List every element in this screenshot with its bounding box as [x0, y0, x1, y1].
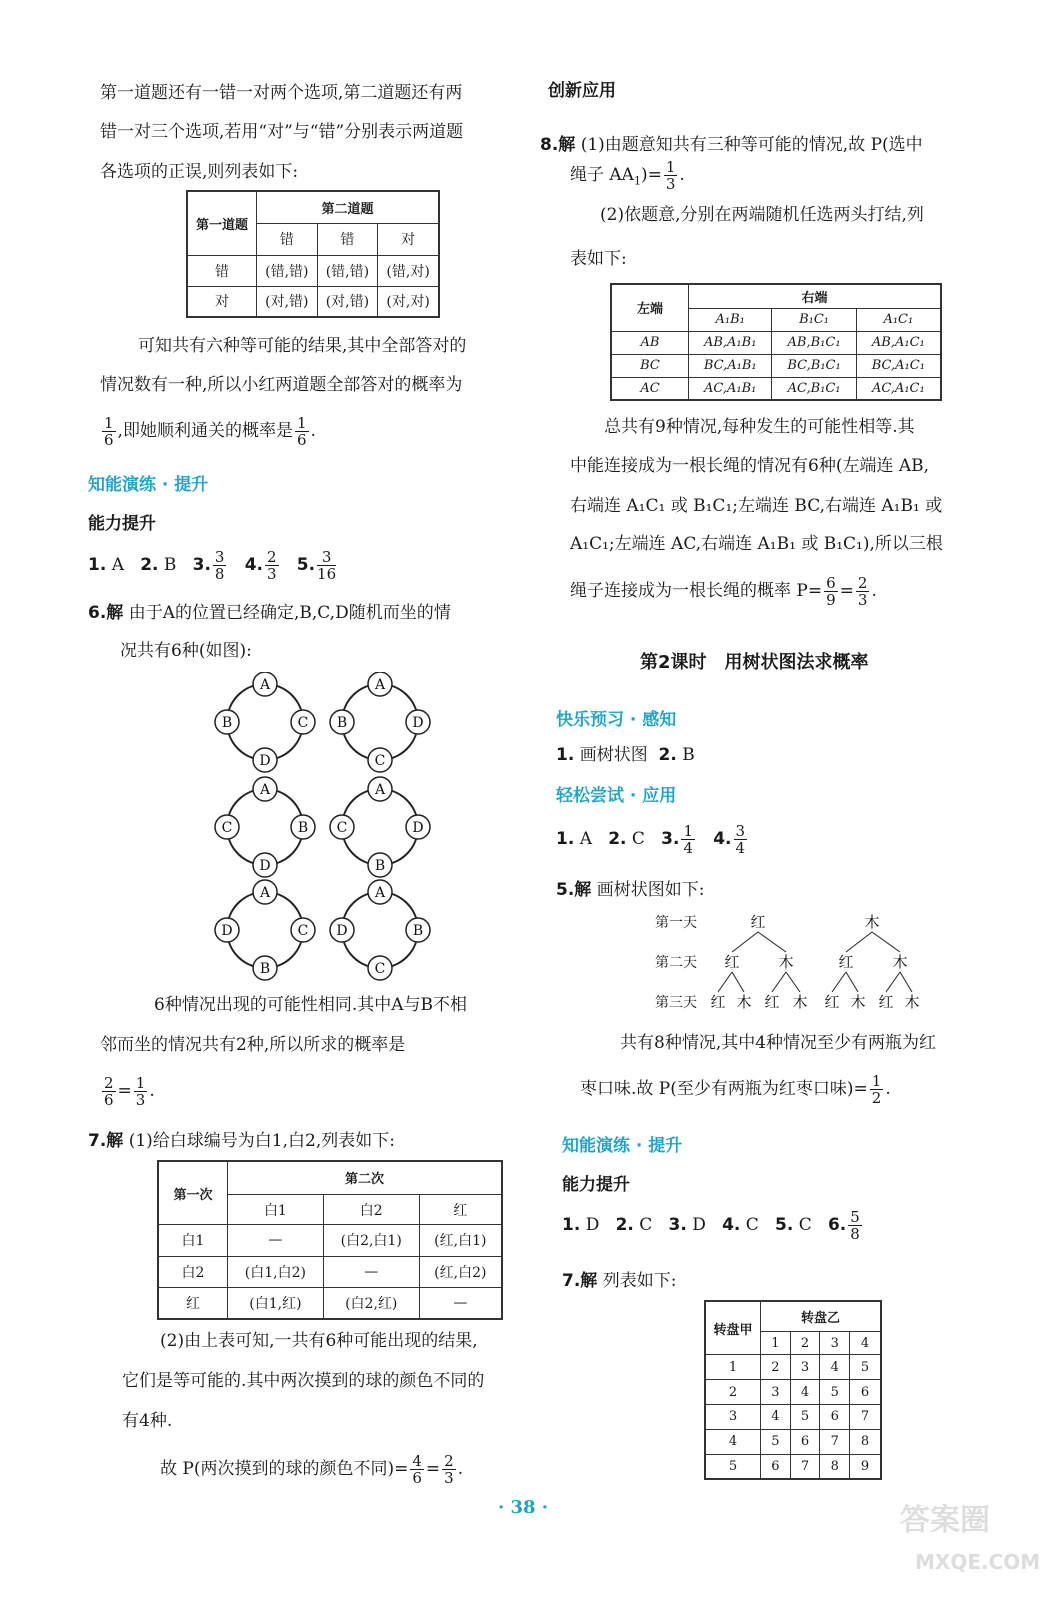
seat-label: B [221, 715, 233, 731]
q8-line-2: 绳子 $AA_1)=$ $\frac{1}{3}$ . [570, 158, 685, 193]
tree-node: 木 [792, 993, 808, 1011]
q7-part2-line-2: 它们是等可能的.其中两次摸到的球的颜色不同的 [122, 1371, 485, 1391]
seat-label: C [374, 961, 386, 977]
table2-group-header: 第二次 [228, 1161, 503, 1194]
tree-branch [758, 932, 786, 952]
seat-label: A [374, 885, 386, 901]
q8-part2-line-1: (2)依题意,分别在两端随机任选两头打结,列 [600, 205, 924, 225]
tree-diagram [640, 905, 940, 1030]
q8-after-line-4: A₁C₁;左端连 AC,右端连 A₁B₁ 或 B₁C₁),所以三根 [570, 534, 943, 554]
conclusion-line-1: 可知共有六种等可能的结果,其中全部答对的 [138, 336, 467, 356]
page-number: · 38 · [497, 1497, 549, 1518]
table2-cell: (白2,白1) [323, 1225, 419, 1256]
table1-col: 错 [317, 223, 378, 255]
tree-day-label: 第二天 [655, 955, 697, 971]
table4-col: 2 [790, 1331, 820, 1355]
q8-line-1: 8.解 (1)由题意知共有三种等可能的情况,故 P(选中 [540, 135, 923, 155]
try-answers: 1. A 2. C 3. $\frac{1}{4}$ 4. $\frac{3}{4}$ [556, 822, 746, 857]
table3-cell: AB,B₁C₁ [772, 331, 856, 354]
table4-corner: 转盘甲 [705, 1301, 761, 1355]
table4-cell: 6 [761, 1454, 791, 1479]
table4-col: 3 [820, 1331, 850, 1355]
seating-circle [330, 777, 430, 877]
table1-cell: (错,错) [257, 255, 318, 286]
q5-line: 5.解 画树状图如下: [556, 880, 705, 900]
seating-circle [215, 672, 315, 772]
seating-circle [215, 880, 315, 980]
table4-col: 1 [761, 1331, 791, 1355]
table-ball-draws [157, 1160, 503, 1320]
subsection-title-ability: 能力提升 [88, 514, 156, 534]
seat-label: D [412, 715, 424, 731]
table4-cell: 4 [761, 1405, 791, 1430]
table2-row-label: 白2 [158, 1256, 228, 1287]
table4-cell: 7 [790, 1454, 820, 1479]
table3-row-label: AB [611, 331, 689, 354]
tree-branch [846, 932, 872, 952]
table4-group-header: 转盘乙 [761, 1301, 882, 1331]
table-rope-ends [610, 283, 942, 401]
table1-cell: (对,对) [378, 286, 439, 317]
tree-node: 红 [838, 953, 854, 971]
q8-after-line-1: 总共有9种情况,每种发生的可能性相等.其 [604, 417, 915, 437]
tree-branch [872, 932, 900, 952]
tree-branch [732, 932, 758, 952]
watermark-logo: 答案圈 [900, 1503, 990, 1538]
seat-label: C [221, 820, 233, 836]
table4-cell: 5 [820, 1380, 850, 1405]
table1-col: 对 [378, 223, 439, 255]
fraction: $\frac{1}{6}$ [104, 414, 114, 449]
answers-row: 1. A 2. B 3. $\frac{3}{8}$ 4. $\frac{2}{3}$ 5. $\frac{3}{16}$ [88, 548, 337, 583]
table4-cell: 4 [820, 1355, 850, 1380]
q5-after-line-1: 共有8种情况,其中4种情况至少有两瓶为红 [620, 1033, 937, 1053]
table4-cell: 7 [850, 1405, 881, 1430]
table2-cell: — [323, 1256, 419, 1287]
tree-branch [900, 972, 912, 992]
table-spinners [704, 1300, 882, 1480]
tree-branch [718, 972, 732, 992]
table4-cell: 7 [820, 1429, 850, 1454]
fraction: $\frac{1}{6}$ [296, 414, 307, 449]
table4-cell: 8 [850, 1429, 881, 1454]
seat-label: B [336, 715, 348, 731]
table3-row-label: AC [611, 377, 689, 400]
tree-node: 木 [736, 993, 752, 1011]
table1-group-header: 第二道题 [257, 191, 440, 223]
table3-row-label: BC [611, 354, 689, 377]
tree-node: 红 [764, 993, 780, 1011]
table4-row-label: 1 [705, 1355, 761, 1380]
table2-col: 白1 [228, 1194, 324, 1224]
seating-circle [215, 777, 315, 877]
tree-node: 红 [878, 993, 894, 1011]
table3-cell: BC,A₁C₁ [856, 354, 941, 377]
table2-cell: (红,白1) [419, 1225, 502, 1256]
table1-row-label: 错 [187, 255, 257, 286]
table4-cell: 6 [850, 1380, 881, 1405]
table1-cell: (对,错) [317, 286, 378, 317]
seat-label: D [336, 923, 348, 939]
q8-last-line: 绳子连接成为一根长绳的概率 P= $\frac{6}{9}$ = $\frac{2}{3}$ . [570, 574, 877, 609]
table2-cell: (白2,红) [323, 1288, 419, 1319]
table4-row-label: 5 [705, 1454, 761, 1479]
table2-cell: — [228, 1225, 324, 1256]
tree-node: 木 [904, 993, 920, 1011]
seat-label: B [297, 820, 309, 836]
table2-corner: 第一次 [158, 1161, 228, 1225]
seating-circles-diagram [200, 672, 450, 982]
table2-cell: — [419, 1288, 502, 1319]
table3-col: A₁B₁ [689, 308, 772, 331]
table4-cell: 2 [761, 1355, 791, 1380]
table-first-second-question [186, 190, 440, 318]
table3-group-header: 右端 [689, 284, 942, 308]
table2-cell: (白1,红) [228, 1288, 324, 1319]
q6-after-line-1: 6种情况出现的可能性相同.其中A与B不相 [154, 995, 467, 1015]
section-title-try: 轻松尝试 · 应用 [556, 786, 677, 806]
table4-cell: 5 [850, 1355, 881, 1380]
practice-answers: 1. D 2. C 3. D 4. C 5. C 6. $\frac{5}{8}$ [562, 1208, 860, 1243]
table3-cell: AB,A₁C₁ [856, 331, 941, 354]
table4-cell: 6 [790, 1429, 820, 1454]
table2-row-label: 白1 [158, 1225, 228, 1256]
q5-after-line-2: 枣口味.故 P(至少有两瓶为红枣口味)= $\frac{1}{2}$ . [580, 1072, 891, 1107]
tree-branch [832, 972, 846, 992]
tree-node: 红 [724, 953, 740, 971]
table3-cell: BC,A₁B₁ [689, 354, 772, 377]
seat-label: D [412, 820, 424, 836]
seat-label: D [221, 923, 233, 939]
seat-label: B [259, 961, 271, 977]
seat-label: C [336, 820, 348, 836]
q7-part2-line-1: (2)由上表可知,一共有6种可能出现的结果, [160, 1331, 478, 1351]
table1-cell: (对,错) [257, 286, 318, 317]
table3-corner: 左端 [611, 284, 689, 331]
conclusion-line-2: 情况数有一种,所以小红两道题全部答对的概率为 [100, 375, 463, 395]
table4-row-label: 3 [705, 1405, 761, 1430]
subsection-ability-2: 能力提升 [562, 1175, 630, 1195]
seat-label: A [259, 677, 271, 693]
table3-cell: BC,B₁C₁ [772, 354, 856, 377]
q8-part2-line-2: 表如下: [570, 249, 627, 269]
table4-cell: 5 [761, 1429, 791, 1454]
q8-after-line-3: 右端连 A₁C₁ 或 B₁C₁;左端连 BC,右端连 A₁B₁ 或 [570, 496, 943, 516]
q7-final: 故 P(两次摸到的球的颜色不同)= $\frac{4}{6}$ = $\frac{2}{3}$ . [160, 1452, 464, 1487]
seat-label: A [374, 782, 386, 798]
table4-cell: 3 [790, 1355, 820, 1380]
seat-label: A [259, 782, 271, 798]
table2-row-label: 红 [158, 1288, 228, 1319]
table3-cell: AB,A₁B₁ [689, 331, 772, 354]
tree-node: 木 [850, 993, 866, 1011]
table1-row-label: 对 [187, 286, 257, 317]
table2-col: 红 [419, 1194, 502, 1224]
table1-cell: (错,对) [378, 255, 439, 286]
table4-row-label: 2 [705, 1380, 761, 1405]
table2-col: 白2 [323, 1194, 419, 1224]
table4-cell: 6 [820, 1405, 850, 1430]
intro-line-1: 第一道题还有一错一对两个选项,第二道题还有两 [100, 83, 463, 103]
table2-cell: (白1,白2) [228, 1256, 324, 1287]
tree-node: 红 [710, 993, 726, 1011]
conclusion-line-3: $\frac{1}{6}$ ,即她顺利通关的概率是 $\frac{1}{6}$ . [104, 414, 316, 449]
table1-col: 错 [257, 223, 318, 255]
watermark-url: MXQE.COM [915, 1550, 1041, 1574]
q7-part2-line-3: 有4种. [122, 1411, 173, 1431]
q8-after-line-2: 中能连接成为一根长绳的情况有6种(左端连 AB, [570, 456, 930, 476]
q7-right-line: 7.解 列表如下: [562, 1271, 677, 1291]
tree-day-label: 第一天 [655, 915, 697, 931]
table3-cell: AC,A₁C₁ [856, 377, 941, 400]
tree-branch [886, 972, 900, 992]
section-title-preview: 快乐预习 · 感知 [556, 710, 677, 730]
table2-cell: (红,白2) [419, 1256, 502, 1287]
table3-cell: AC,A₁B₁ [689, 377, 772, 400]
seating-circle [330, 672, 430, 772]
table4-col: 4 [850, 1331, 881, 1355]
seat-label: D [259, 753, 271, 769]
table1-cell: (错,错) [317, 255, 378, 286]
seat-label: C [374, 753, 386, 769]
intro-line-2: 错一对三个选项,若用“对”与“错”分别表示两道题 [100, 122, 464, 142]
tree-day-label: 第三天 [655, 995, 697, 1011]
preview-answers: 1. 画树状图 2. B [556, 745, 695, 765]
seat-label: B [412, 923, 424, 939]
table4-cell: 8 [820, 1454, 850, 1479]
seat-label: C [297, 715, 309, 731]
tree-node: 木 [864, 913, 880, 931]
table4-cell: 4 [790, 1380, 820, 1405]
seat-label: D [259, 858, 271, 874]
table4-cell: 9 [850, 1454, 881, 1479]
intro-line-3: 各选项的正误,则列表如下: [100, 162, 299, 182]
tree-node: 红 [824, 993, 840, 1011]
q6-line-1: 6.解 由于A的位置已经确定,B,C,D随机而坐的情 [88, 603, 451, 623]
q6-result: $\frac{2}{6}$ = $\frac{1}{3}$ . [104, 1074, 155, 1109]
table3-col: B₁C₁ [772, 308, 856, 331]
table4-row-label: 4 [705, 1429, 761, 1454]
seat-label: C [297, 923, 309, 939]
table3-col: A₁C₁ [856, 308, 941, 331]
seat-label: A [374, 677, 386, 693]
tree-branch [786, 972, 800, 992]
table4-cell: 3 [761, 1380, 791, 1405]
section-title-practice-2: 知能演练 · 提升 [562, 1136, 683, 1156]
section-title-practice: 知能演练 · 提升 [88, 475, 209, 495]
tree-branch [846, 972, 858, 992]
seating-circle [330, 880, 430, 980]
tree-branch [772, 972, 786, 992]
table1-corner: 第一道题 [187, 191, 257, 255]
tree-node: 红 [750, 913, 766, 931]
q6-line-2: 况共有6种(如图): [120, 641, 252, 661]
seat-label: B [374, 858, 386, 874]
tree-branch [732, 972, 744, 992]
seat-label: A [259, 885, 271, 901]
lesson-title: 第2课时 用树状图法求概率 [640, 652, 869, 673]
table4-cell: 5 [790, 1405, 820, 1430]
section-title-innovation: 创新应用 [548, 81, 616, 101]
tree-node: 木 [778, 953, 794, 971]
q7-line-1: 7.解 (1)给白球编号为白1,白2,列表如下: [88, 1131, 395, 1151]
q6-after-line-2: 邻而坐的情况共有2种,所以所求的概率是 [100, 1035, 406, 1055]
tree-node: 木 [892, 953, 908, 971]
table3-cell: AC,B₁C₁ [772, 377, 856, 400]
